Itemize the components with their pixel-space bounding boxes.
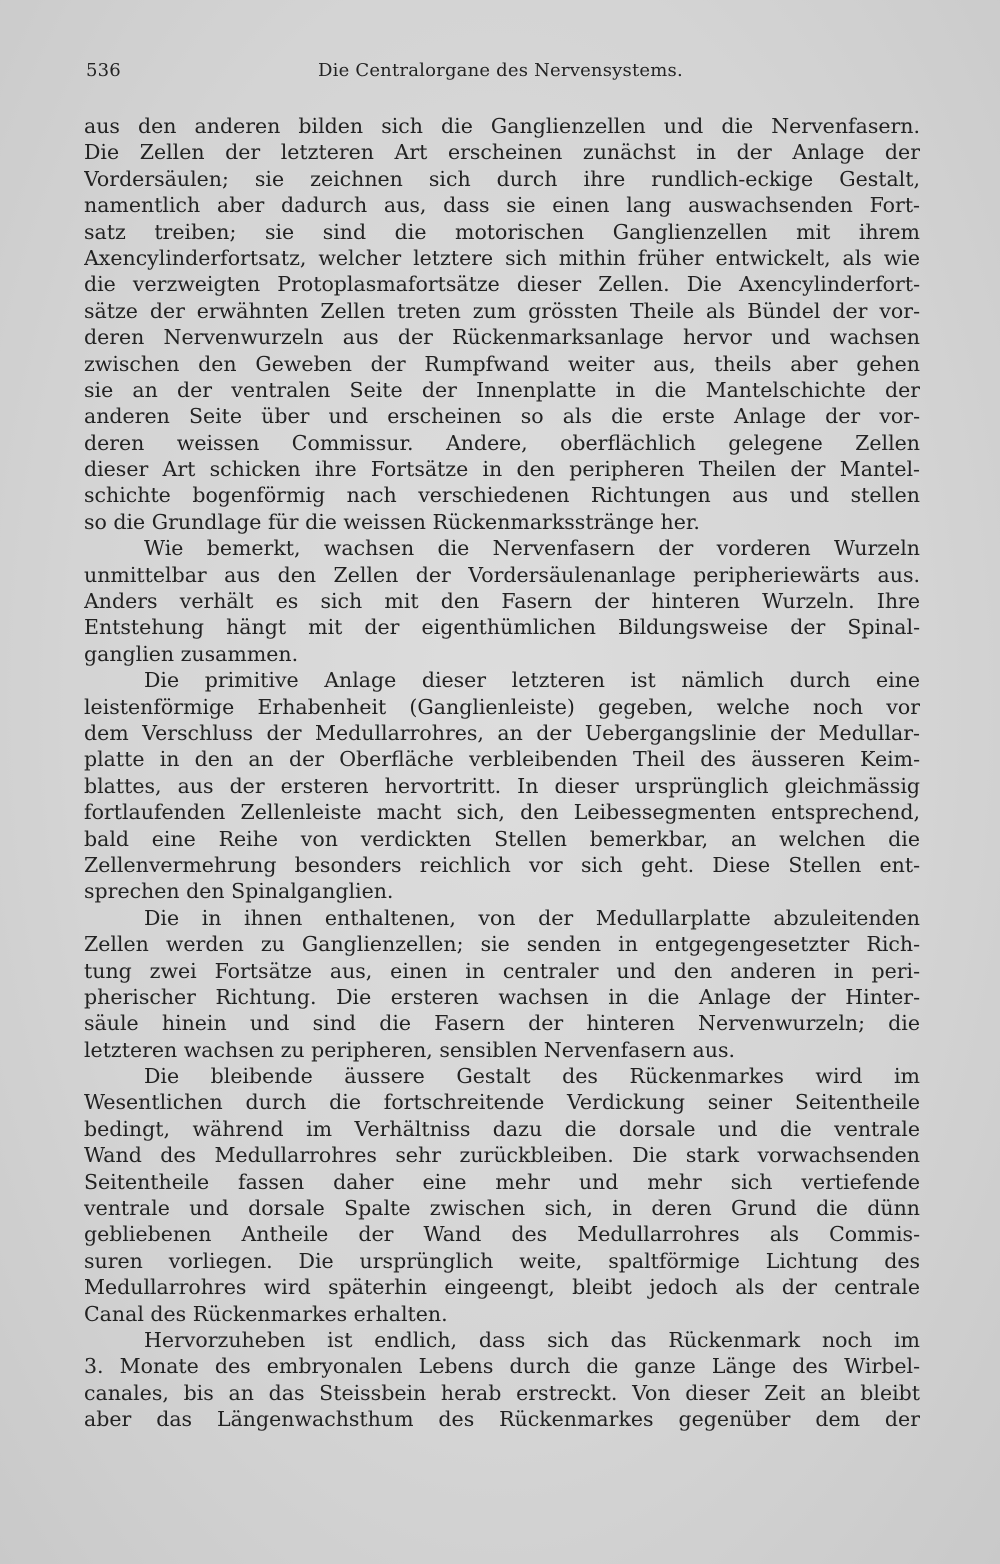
text-line: blattes, aus der ersteren hervortritt. In dieser ursprünglich gleichmässig [84,773,920,798]
text-line: Vordersäulen; sie zeichnen sich durch ihre rundlich-eckige Gestalt, [84,166,920,191]
text-line: Anders verhält es sich mit den Fasern der hinteren Wurzeln. Ihre [84,589,920,614]
text-line: bedingt, während im Verhältniss dazu die dorsale und die ventrale [84,1116,920,1141]
text-line: ganglien zusammen. [84,641,299,666]
text-line: schichte bogenförmig nach verschiedenen Richtungen aus und stellen [84,483,920,508]
running-title: Die Centralorgane des Nervensystems. [318,60,683,81]
text-line: 3. Monate des embryonalen Lebens durch die ganze Länge des Wirbel- [84,1354,920,1379]
text-line: Zellenvermehrung besonders reichlich vor sich geht. Diese Stellen ent- [84,852,920,877]
text-line: sprechen den Spinalganglien. [84,879,394,904]
text-line: suren vorliegen. Die ursprünglich weite, spaltförmige Lichtung des [84,1248,920,1273]
text-line: sätze der erwähnten Zellen treten zum grössten Theile als Bündel der vor- [84,298,920,323]
text-line: aber das Längenwachsthum des Rückenmarkes gegenüber dem der [84,1407,920,1432]
text-line: canales, bis an das Steissbein herab erstreckt. Von dieser Zeit an bleibt [84,1380,920,1405]
text-line: Zellen werden zu Ganglienzellen; sie senden in entgegengesetzter Rich- [84,932,920,957]
text-line: satz treiben; sie sind die motorischen Ganglienzellen mit ihrem [84,219,920,244]
text-line: ventrale und dorsale Spalte zwischen sich, in deren Grund die dünn [84,1196,920,1221]
text-line: dem Verschluss der Medullarrohres, an der Uebergangslinie der Medullar- [84,720,920,745]
text-line: Axencylinderfortsatz, welcher letztere sich mithin früher entwickelt, als wie [84,245,920,270]
text-line: fortlaufenden Zellenleiste macht sich, den Leibessegmenten entsprechend, [84,800,920,825]
text-line: anderen Seite über und erscheinen so als die erste Anlage der vor- [84,404,920,429]
text-line: Hervorzuheben ist endlich, dass sich das Rückenmark noch im [144,1327,920,1352]
text-line: Die Zellen der letzteren Art erscheinen zunächst in der Anlage der [84,140,920,165]
text-line: säule hinein und sind die Fasern der hinteren Nervenwurzeln; die [84,1011,920,1036]
text-line: Medullarrohres wird späterhin eingeengt, bleibt jedoch als der centrale [84,1275,920,1300]
text-line: Seitentheile fassen daher eine mehr und mehr sich vertiefende [84,1169,920,1194]
text-line: Die bleibende äussere Gestalt des Rückenmarkes wird im [144,1064,920,1089]
text-line: Die in ihnen enthaltenen, von der Medullarplatte abzuleitenden [144,905,920,930]
text-line: Wesentlichen durch die fortschreitende Verdickung seiner Seitentheile [84,1090,920,1115]
text-line: so die Grundlage für die weissen Rückenmarksstränge her. [84,509,700,534]
text-line: Canal des Rückenmarkes erhalten. [84,1301,448,1326]
text-line: die verzweigten Protoplasmafortsätze dieser Zellen. Die Axencylinderfort- [84,272,920,297]
text-line: Wand des Medullarrohres sehr zurückbleiben. Die stark vorwachsenden [84,1143,920,1168]
text-line: gebliebenen Antheile der Wand des Medullarrohres als Commis- [84,1222,920,1247]
text-line: deren weissen Commissur. Andere, oberflächlich gelegene Zellen [84,430,920,455]
body-text [84,113,920,1433]
page-number: 536 [86,60,121,81]
text-line: Die primitive Anlage dieser letzteren ist nämlich durch eine [144,668,920,693]
text-line: leistenförmige Erhabenheit (Ganglienleiste) gegeben, welche noch vor [84,694,920,719]
text-line: deren Nervenwurzeln aus der Rückenmarksanlage hervor und wachsen [84,325,920,350]
page-header [86,60,920,90]
text-line: aus den anderen bilden sich die Ganglienzellen und die Nervenfasern. [84,114,920,138]
text-line: platte in den an der Oberfläche verbleibenden Theil des äusseren Keim- [84,747,920,772]
text-line: bald eine Reihe von verdickten Stellen bemerkbar, an welchen die [84,826,920,851]
text-line: tung zwei Fortsätze aus, einen in centraler und den anderen in peri- [84,958,920,983]
text-line: Wie bemerkt, wachsen die Nervenfasern der vorderen Wurzeln [144,536,920,561]
text-line: namentlich aber dadurch aus, dass sie einen lang auswachsenden Fort- [84,193,920,218]
text-line: dieser Art schicken ihre Fortsätze in den peripheren Theilen der Mantel- [84,457,920,482]
text-line: Entstehung hängt mit der eigenthümlichen Bildungsweise der Spinal- [84,615,920,640]
text-line: zwischen den Geweben der Rumpfwand weiter aus, theils aber gehen [84,351,920,376]
text-line: pherischer Richtung. Die ersteren wachsen in die Anlage der Hinter- [84,984,920,1009]
text-line: sie an der ventralen Seite der Innenplatte in die Mantelschichte der [84,377,920,402]
text-line: letzteren wachsen zu peripheren, sensiblen Nervenfasern aus. [84,1037,736,1062]
text-line: unmittelbar aus den Zellen der Vordersäulenanlage peripheriewärts aus. [84,562,920,587]
